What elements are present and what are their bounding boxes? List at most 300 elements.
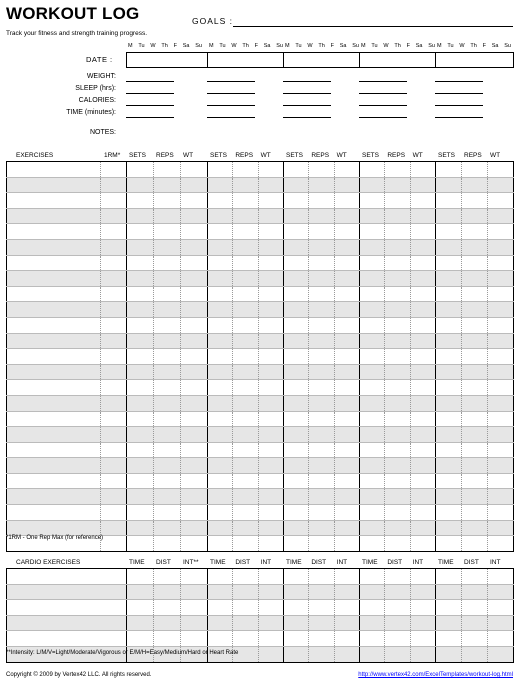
entry-cell[interactable]: [233, 584, 258, 600]
entry-cell[interactable]: [233, 395, 258, 411]
date-field[interactable]: [359, 52, 436, 68]
exercise-cell[interactable]: [7, 631, 127, 647]
entry-cell[interactable]: [233, 364, 258, 380]
entry-cell[interactable]: [461, 224, 487, 240]
entry-cell[interactable]: [461, 364, 487, 380]
entry-cell[interactable]: [410, 224, 435, 240]
entry-cell[interactable]: [435, 505, 461, 521]
entry-cell[interactable]: [258, 271, 283, 287]
entry-cell[interactable]: [309, 302, 334, 318]
entry-cell[interactable]: [334, 427, 359, 443]
entry-cell[interactable]: [258, 427, 283, 443]
entry-cell[interactable]: [385, 162, 410, 178]
entry-cell[interactable]: [208, 569, 233, 585]
entry-cell[interactable]: [127, 505, 154, 521]
entry-cell[interactable]: [309, 631, 334, 647]
entry-cell[interactable]: [154, 302, 181, 318]
entry-cell[interactable]: [127, 489, 154, 505]
entry-cell[interactable]: [127, 380, 154, 396]
entry-cell[interactable]: [208, 600, 233, 616]
entry-cell[interactable]: [208, 615, 233, 631]
entry-cell[interactable]: [410, 380, 435, 396]
entry-cell[interactable]: [334, 520, 359, 536]
entry-cell[interactable]: [309, 458, 334, 474]
entry-cell[interactable]: [258, 536, 283, 552]
entry-cell[interactable]: [461, 646, 487, 662]
entry-cell[interactable]: [410, 569, 435, 585]
entry-cell[interactable]: [208, 349, 233, 365]
exercise-cell[interactable]: [7, 208, 101, 224]
entry-cell[interactable]: [258, 286, 283, 302]
entry-cell[interactable]: [461, 520, 487, 536]
entry-cell[interactable]: [258, 615, 283, 631]
exercise-cell[interactable]: [7, 600, 127, 616]
entry-cell[interactable]: [208, 177, 233, 193]
exercise-cell[interactable]: [7, 584, 127, 600]
entry-cell[interactable]: [461, 255, 487, 271]
metric-field[interactable]: [126, 81, 174, 82]
entry-cell[interactable]: [154, 271, 181, 287]
entry-cell[interactable]: [258, 333, 283, 349]
entry-cell[interactable]: [359, 600, 384, 616]
entry-cell[interactable]: [385, 615, 410, 631]
entry-cell[interactable]: [334, 349, 359, 365]
entry-cell[interactable]: [127, 193, 154, 209]
exercise-cell[interactable]: [7, 569, 127, 585]
entry-cell[interactable]: [435, 380, 461, 396]
vertex42-link[interactable]: http://www.vertex42.com/ExcelTemplates/workout-log.html: [358, 672, 513, 678]
entry-cell[interactable]: [258, 631, 283, 647]
entry-cell[interactable]: [487, 536, 513, 552]
entry-cell[interactable]: [154, 380, 181, 396]
rm-cell[interactable]: [101, 302, 127, 318]
rm-cell[interactable]: [101, 317, 127, 333]
entry-cell[interactable]: [154, 458, 181, 474]
entry-cell[interactable]: [435, 411, 461, 427]
entry-cell[interactable]: [334, 177, 359, 193]
entry-cell[interactable]: [435, 317, 461, 333]
exercise-cell[interactable]: [7, 364, 101, 380]
entry-cell[interactable]: [359, 458, 384, 474]
entry-cell[interactable]: [127, 286, 154, 302]
entry-cell[interactable]: [127, 569, 154, 585]
entry-cell[interactable]: [258, 302, 283, 318]
metric-field[interactable]: [359, 105, 407, 106]
entry-cell[interactable]: [233, 239, 258, 255]
entry-cell[interactable]: [181, 473, 208, 489]
entry-cell[interactable]: [487, 520, 513, 536]
entry-cell[interactable]: [410, 395, 435, 411]
entry-cell[interactable]: [410, 364, 435, 380]
day-letter[interactable]: Th: [161, 43, 168, 49]
entry-cell[interactable]: [258, 473, 283, 489]
entry-cell[interactable]: [410, 520, 435, 536]
day-letter[interactable]: F: [173, 43, 177, 49]
entry-cell[interactable]: [435, 364, 461, 380]
day-letter[interactable]: W: [459, 43, 465, 49]
entry-cell[interactable]: [181, 631, 208, 647]
entry-cell[interactable]: [208, 520, 233, 536]
entry-cell[interactable]: [385, 395, 410, 411]
entry-cell[interactable]: [154, 333, 181, 349]
exercise-cell[interactable]: [7, 286, 101, 302]
entry-cell[interactable]: [359, 427, 384, 443]
entry-cell[interactable]: [385, 224, 410, 240]
entry-cell[interactable]: [385, 458, 410, 474]
rm-cell[interactable]: [101, 364, 127, 380]
metric-field[interactable]: [283, 81, 331, 82]
entry-cell[interactable]: [233, 569, 258, 585]
entry-cell[interactable]: [385, 569, 410, 585]
entry-cell[interactable]: [487, 458, 513, 474]
entry-cell[interactable]: [309, 520, 334, 536]
entry-cell[interactable]: [208, 536, 233, 552]
entry-cell[interactable]: [461, 317, 487, 333]
entry-cell[interactable]: [258, 224, 283, 240]
entry-cell[interactable]: [181, 395, 208, 411]
entry-cell[interactable]: [258, 569, 283, 585]
entry-cell[interactable]: [334, 193, 359, 209]
entry-cell[interactable]: [127, 615, 154, 631]
entry-cell[interactable]: [154, 317, 181, 333]
entry-cell[interactable]: [233, 177, 258, 193]
day-letter[interactable]: M: [437, 43, 442, 49]
entry-cell[interactable]: [233, 286, 258, 302]
day-letter[interactable]: Tu: [219, 43, 226, 49]
entry-cell[interactable]: [487, 427, 513, 443]
entry-cell[interactable]: [435, 536, 461, 552]
entry-cell[interactable]: [435, 162, 461, 178]
entry-cell[interactable]: [359, 364, 384, 380]
entry-cell[interactable]: [208, 489, 233, 505]
entry-cell[interactable]: [461, 208, 487, 224]
entry-cell[interactable]: [461, 489, 487, 505]
entry-cell[interactable]: [233, 536, 258, 552]
rm-cell[interactable]: [101, 162, 127, 178]
entry-cell[interactable]: [181, 317, 208, 333]
entry-cell[interactable]: [309, 286, 334, 302]
entry-cell[interactable]: [334, 286, 359, 302]
entry-cell[interactable]: [461, 427, 487, 443]
entry-cell[interactable]: [233, 302, 258, 318]
entry-cell[interactable]: [181, 442, 208, 458]
entry-cell[interactable]: [208, 473, 233, 489]
entry-cell[interactable]: [127, 584, 154, 600]
day-letter[interactable]: Su: [504, 43, 511, 49]
date-field[interactable]: [207, 52, 284, 68]
exercise-cell[interactable]: [7, 317, 101, 333]
rm-cell[interactable]: [101, 458, 127, 474]
entry-cell[interactable]: [208, 631, 233, 647]
rm-cell[interactable]: [101, 208, 127, 224]
day-letter[interactable]: M: [361, 43, 366, 49]
entry-cell[interactable]: [127, 631, 154, 647]
entry-cell[interactable]: [208, 239, 233, 255]
rm-cell[interactable]: [101, 520, 127, 536]
entry-cell[interactable]: [154, 489, 181, 505]
entry-cell[interactable]: [334, 411, 359, 427]
entry-cell[interactable]: [181, 411, 208, 427]
rm-cell[interactable]: [101, 536, 127, 552]
entry-cell[interactable]: [208, 584, 233, 600]
entry-cell[interactable]: [127, 224, 154, 240]
metric-field[interactable]: [283, 105, 331, 106]
day-letter[interactable]: Su: [195, 43, 202, 49]
entry-cell[interactable]: [410, 411, 435, 427]
entry-cell[interactable]: [359, 208, 384, 224]
entry-cell[interactable]: [283, 536, 308, 552]
entry-cell[interactable]: [359, 520, 384, 536]
entry-cell[interactable]: [181, 520, 208, 536]
entry-cell[interactable]: [385, 505, 410, 521]
entry-cell[interactable]: [283, 317, 308, 333]
day-letter[interactable]: W: [150, 43, 156, 49]
entry-cell[interactable]: [283, 395, 308, 411]
entry-cell[interactable]: [334, 442, 359, 458]
metric-field[interactable]: [435, 81, 483, 82]
entry-cell[interactable]: [283, 302, 308, 318]
entry-cell[interactable]: [233, 271, 258, 287]
entry-cell[interactable]: [410, 505, 435, 521]
goals-field[interactable]: [233, 26, 513, 27]
day-letter[interactable]: Th: [470, 43, 477, 49]
entry-cell[interactable]: [435, 458, 461, 474]
entry-cell[interactable]: [410, 631, 435, 647]
entry-cell[interactable]: [359, 395, 384, 411]
entry-cell[interactable]: [334, 364, 359, 380]
entry-cell[interactable]: [154, 349, 181, 365]
entry-cell[interactable]: [435, 473, 461, 489]
entry-cell[interactable]: [435, 442, 461, 458]
exercise-cell[interactable]: [7, 302, 101, 318]
entry-cell[interactable]: [127, 177, 154, 193]
entry-cell[interactable]: [334, 489, 359, 505]
entry-cell[interactable]: [208, 411, 233, 427]
entry-cell[interactable]: [385, 364, 410, 380]
entry-cell[interactable]: [283, 520, 308, 536]
day-letter[interactable]: M: [285, 43, 290, 49]
entry-cell[interactable]: [487, 333, 513, 349]
entry-cell[interactable]: [359, 224, 384, 240]
entry-cell[interactable]: [154, 631, 181, 647]
exercise-cell[interactable]: [7, 427, 101, 443]
entry-cell[interactable]: [461, 442, 487, 458]
day-letter[interactable]: F: [254, 43, 258, 49]
exercise-cell[interactable]: [7, 239, 101, 255]
entry-cell[interactable]: [410, 458, 435, 474]
entry-cell[interactable]: [283, 473, 308, 489]
entry-cell[interactable]: [359, 569, 384, 585]
entry-cell[interactable]: [258, 177, 283, 193]
entry-cell[interactable]: [334, 395, 359, 411]
day-letter[interactable]: Sa: [339, 43, 347, 49]
entry-cell[interactable]: [127, 302, 154, 318]
entry-cell[interactable]: [359, 615, 384, 631]
entry-cell[interactable]: [127, 600, 154, 616]
entry-cell[interactable]: [309, 364, 334, 380]
entry-cell[interactable]: [181, 364, 208, 380]
entry-cell[interactable]: [334, 208, 359, 224]
entry-cell[interactable]: [487, 224, 513, 240]
entry-cell[interactable]: [487, 631, 513, 647]
entry-cell[interactable]: [181, 569, 208, 585]
entry-cell[interactable]: [334, 317, 359, 333]
entry-cell[interactable]: [208, 302, 233, 318]
entry-cell[interactable]: [410, 255, 435, 271]
entry-cell[interactable]: [435, 584, 461, 600]
entry-cell[interactable]: [127, 208, 154, 224]
entry-cell[interactable]: [487, 239, 513, 255]
metric-field[interactable]: [359, 81, 407, 82]
entry-cell[interactable]: [283, 458, 308, 474]
entry-cell[interactable]: [359, 271, 384, 287]
entry-cell[interactable]: [487, 615, 513, 631]
entry-cell[interactable]: [127, 333, 154, 349]
entry-cell[interactable]: [334, 380, 359, 396]
exercise-cell[interactable]: [7, 255, 101, 271]
entry-cell[interactable]: [435, 193, 461, 209]
entry-cell[interactable]: [385, 177, 410, 193]
entry-cell[interactable]: [127, 364, 154, 380]
entry-cell[interactable]: [359, 193, 384, 209]
entry-cell[interactable]: [283, 646, 308, 662]
entry-cell[interactable]: [258, 505, 283, 521]
entry-cell[interactable]: [359, 255, 384, 271]
entry-cell[interactable]: [309, 584, 334, 600]
entry-cell[interactable]: [359, 286, 384, 302]
rm-cell[interactable]: [101, 177, 127, 193]
entry-cell[interactable]: [487, 255, 513, 271]
entry-cell[interactable]: [283, 489, 308, 505]
day-letter[interactable]: Th: [394, 43, 401, 49]
entry-cell[interactable]: [385, 349, 410, 365]
entry-cell[interactable]: [181, 489, 208, 505]
exercise-cell[interactable]: [7, 177, 101, 193]
entry-cell[interactable]: [334, 271, 359, 287]
entry-cell[interactable]: [127, 536, 154, 552]
entry-cell[interactable]: [283, 239, 308, 255]
entry-cell[interactable]: [385, 255, 410, 271]
entry-cell[interactable]: [487, 271, 513, 287]
entry-cell[interactable]: [283, 411, 308, 427]
day-letter[interactable]: M: [209, 43, 214, 49]
rm-cell[interactable]: [101, 411, 127, 427]
entry-cell[interactable]: [309, 380, 334, 396]
rm-cell[interactable]: [101, 473, 127, 489]
exercise-cell[interactable]: [7, 520, 101, 536]
entry-cell[interactable]: [461, 302, 487, 318]
entry-cell[interactable]: [208, 193, 233, 209]
entry-cell[interactable]: [334, 239, 359, 255]
date-field[interactable]: [283, 52, 360, 68]
entry-cell[interactable]: [127, 411, 154, 427]
entry-cell[interactable]: [487, 208, 513, 224]
entry-cell[interactable]: [309, 615, 334, 631]
entry-cell[interactable]: [435, 631, 461, 647]
entry-cell[interactable]: [435, 177, 461, 193]
entry-cell[interactable]: [283, 584, 308, 600]
entry-cell[interactable]: [258, 239, 283, 255]
rm-cell[interactable]: [101, 333, 127, 349]
entry-cell[interactable]: [127, 239, 154, 255]
entry-cell[interactable]: [258, 317, 283, 333]
exercise-cell[interactable]: [7, 333, 101, 349]
entry-cell[interactable]: [309, 646, 334, 662]
entry-cell[interactable]: [154, 208, 181, 224]
entry-cell[interactable]: [233, 162, 258, 178]
entry-cell[interactable]: [233, 473, 258, 489]
entry-cell[interactable]: [385, 584, 410, 600]
entry-cell[interactable]: [461, 631, 487, 647]
entry-cell[interactable]: [233, 317, 258, 333]
entry-cell[interactable]: [410, 177, 435, 193]
entry-cell[interactable]: [208, 286, 233, 302]
entry-cell[interactable]: [127, 520, 154, 536]
metric-field[interactable]: [435, 105, 483, 106]
entry-cell[interactable]: [154, 536, 181, 552]
day-letter[interactable]: Tu: [138, 43, 145, 49]
entry-cell[interactable]: [309, 442, 334, 458]
entry-cell[interactable]: [127, 255, 154, 271]
entry-cell[interactable]: [487, 584, 513, 600]
entry-cell[interactable]: [410, 489, 435, 505]
entry-cell[interactable]: [258, 600, 283, 616]
entry-cell[interactable]: [309, 208, 334, 224]
entry-cell[interactable]: [154, 395, 181, 411]
entry-cell[interactable]: [435, 395, 461, 411]
entry-cell[interactable]: [258, 646, 283, 662]
entry-cell[interactable]: [435, 427, 461, 443]
entry-cell[interactable]: [181, 286, 208, 302]
entry-cell[interactable]: [309, 473, 334, 489]
entry-cell[interactable]: [435, 349, 461, 365]
entry-cell[interactable]: [181, 600, 208, 616]
entry-cell[interactable]: [359, 442, 384, 458]
entry-cell[interactable]: [309, 193, 334, 209]
date-field[interactable]: [126, 52, 208, 68]
entry-cell[interactable]: [181, 536, 208, 552]
entry-cell[interactable]: [233, 458, 258, 474]
entry-cell[interactable]: [127, 395, 154, 411]
entry-cell[interactable]: [359, 317, 384, 333]
entry-cell[interactable]: [233, 208, 258, 224]
entry-cell[interactable]: [258, 520, 283, 536]
entry-cell[interactable]: [283, 427, 308, 443]
entry-cell[interactable]: [410, 317, 435, 333]
entry-cell[interactable]: [385, 193, 410, 209]
entry-cell[interactable]: [154, 615, 181, 631]
metric-field[interactable]: [359, 93, 407, 94]
entry-cell[interactable]: [435, 224, 461, 240]
metric-field[interactable]: [283, 93, 331, 94]
entry-cell[interactable]: [385, 427, 410, 443]
entry-cell[interactable]: [487, 473, 513, 489]
entry-cell[interactable]: [461, 458, 487, 474]
entry-cell[interactable]: [208, 255, 233, 271]
entry-cell[interactable]: [487, 193, 513, 209]
entry-cell[interactable]: [309, 505, 334, 521]
entry-cell[interactable]: [385, 646, 410, 662]
entry-cell[interactable]: [181, 615, 208, 631]
entry-cell[interactable]: [487, 646, 513, 662]
entry-cell[interactable]: [487, 600, 513, 616]
entry-cell[interactable]: [359, 473, 384, 489]
entry-cell[interactable]: [154, 286, 181, 302]
entry-cell[interactable]: [385, 239, 410, 255]
entry-cell[interactable]: [359, 489, 384, 505]
entry-cell[interactable]: [359, 584, 384, 600]
entry-cell[interactable]: [309, 569, 334, 585]
